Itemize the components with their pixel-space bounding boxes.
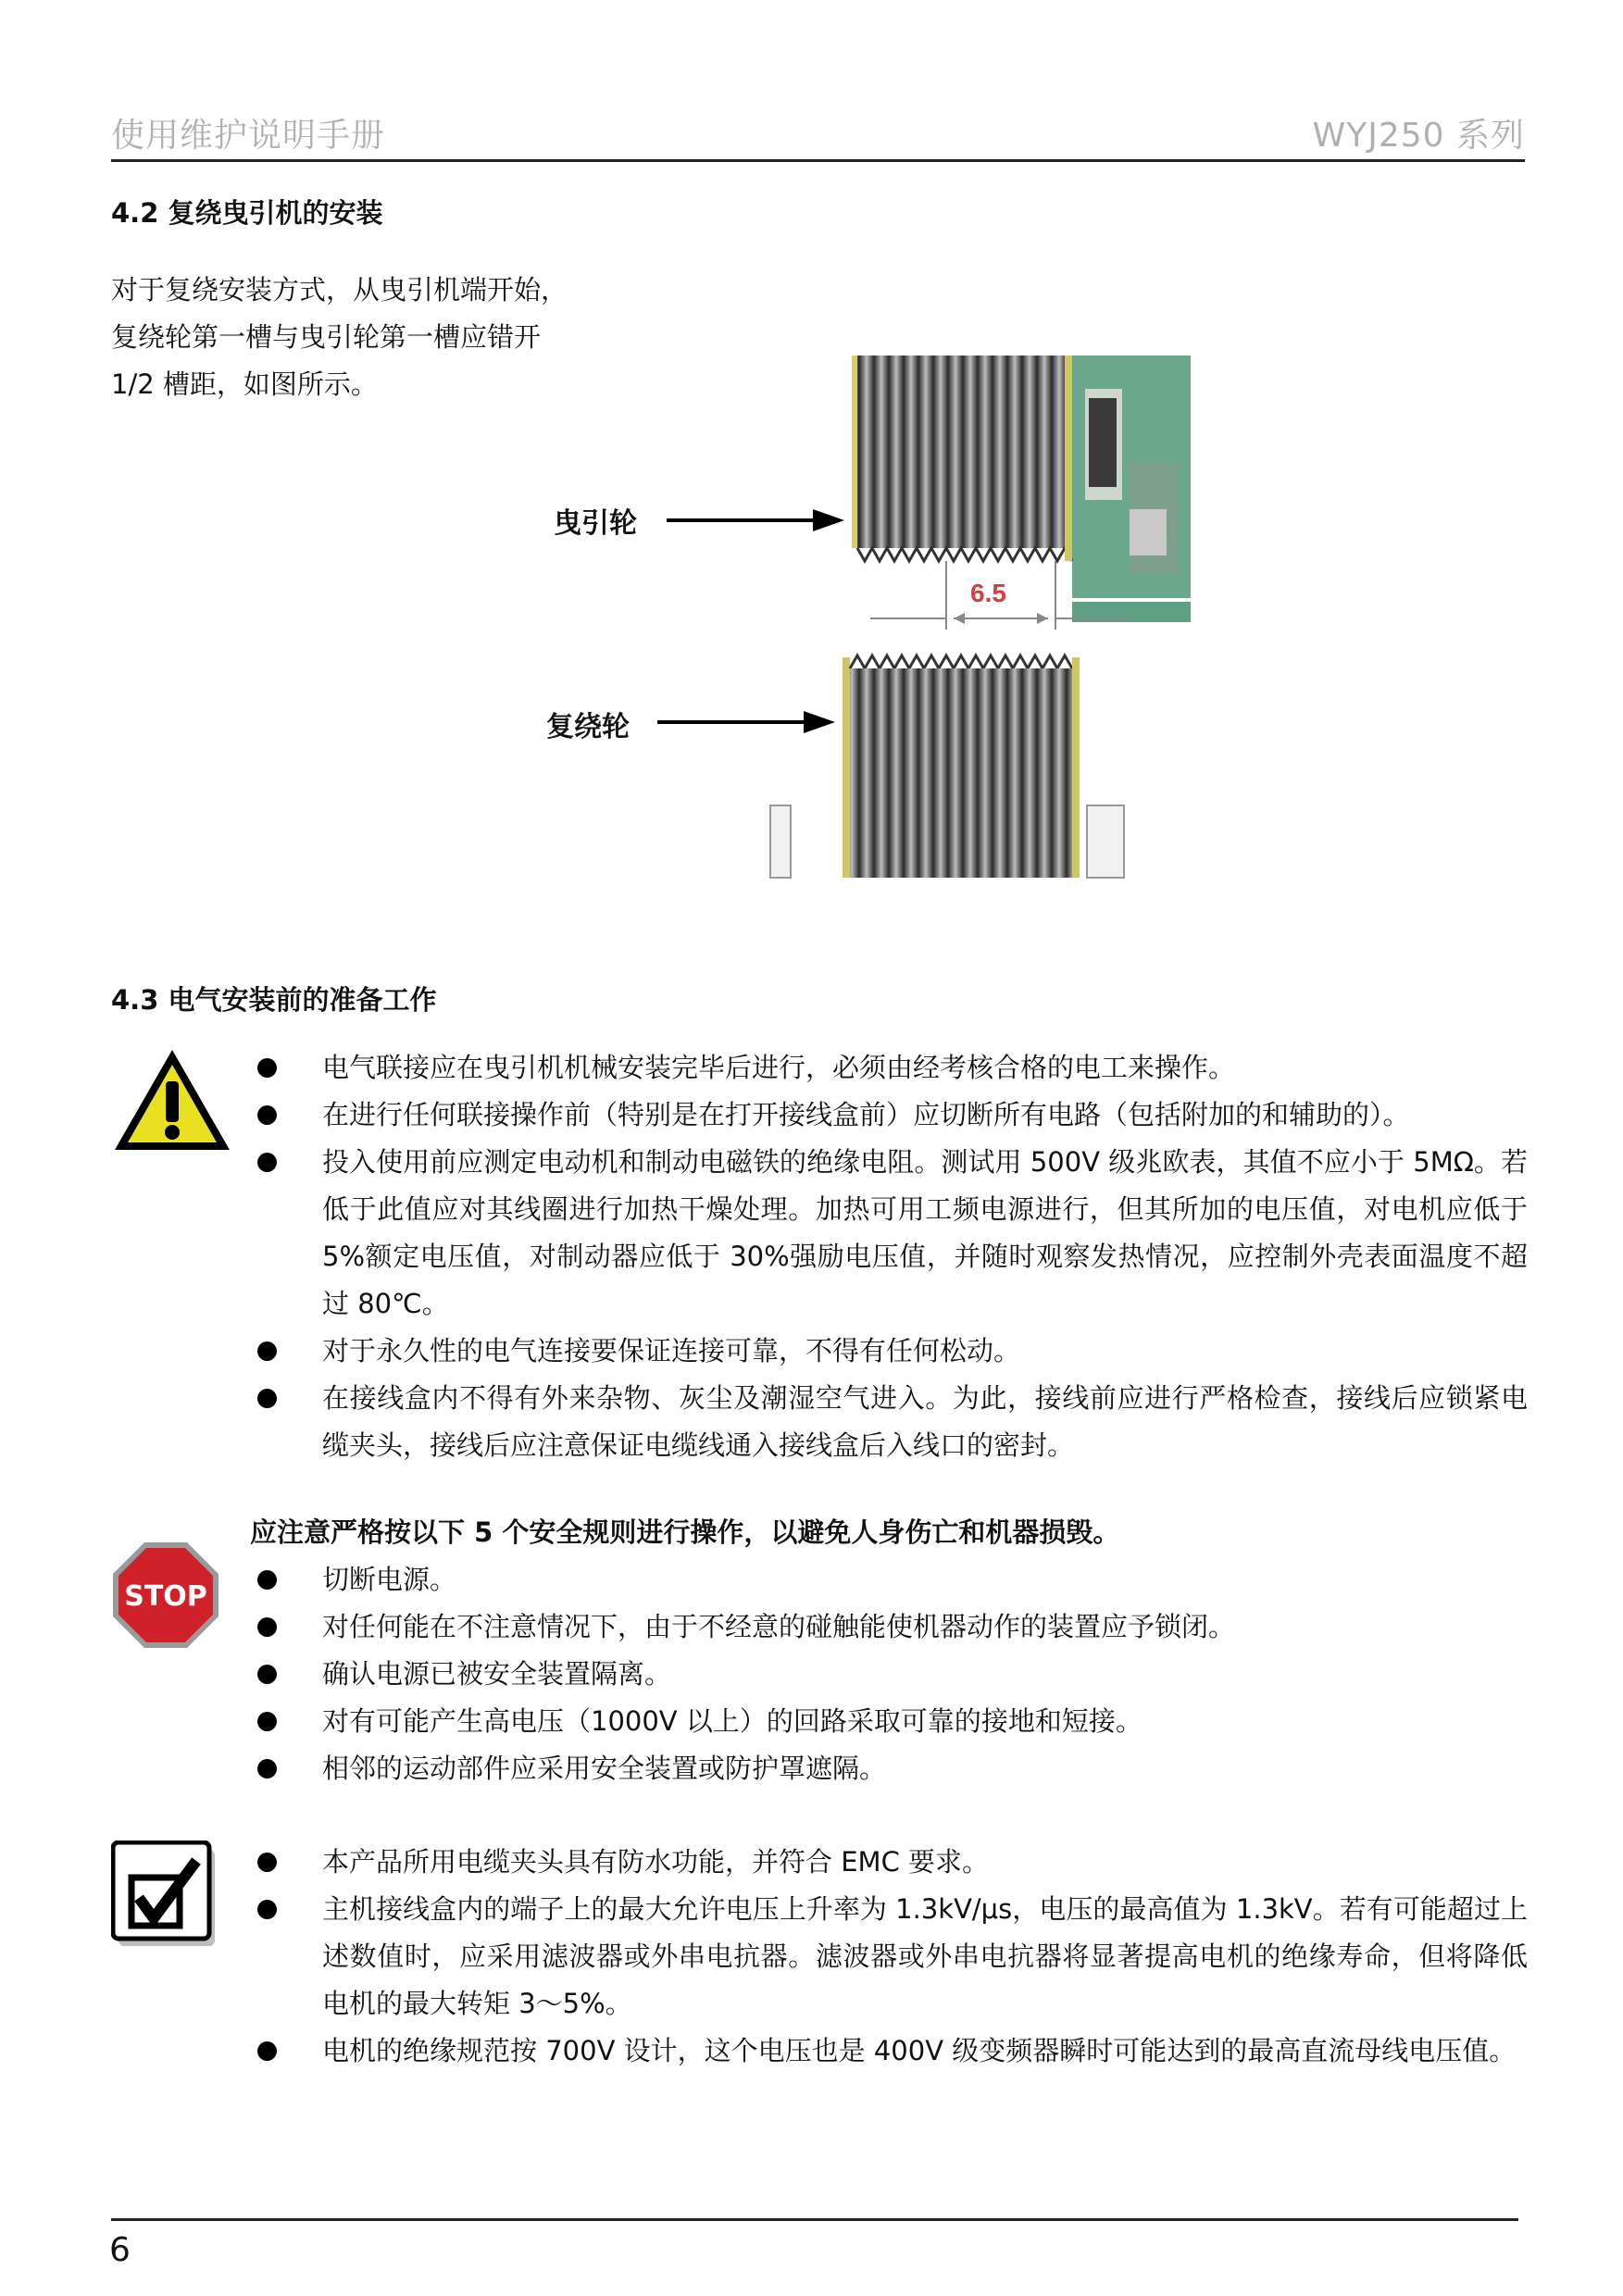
list-item: 相邻的运动部件应采用安全装置或防护罩遮隔。 (250, 1745, 1528, 1792)
header-title: 使用维护说明手册 (111, 117, 386, 155)
dimension-value: 6.5 (970, 579, 1006, 607)
paragraph-line: 复绕轮第一槽与曳引轮第一槽应错开 (111, 321, 542, 353)
footer-divider (111, 2218, 1518, 2221)
label-secondary-sheave: 复绕轮 (546, 711, 630, 743)
paragraph-line: 对于复绕安装方式，从曳引机端开始， (111, 274, 568, 306)
traction-sheave (852, 356, 1072, 561)
list-item: 本产品所用电缆夹头具有防水功能，并符合 EMC 要求。 (250, 1839, 1528, 1886)
arrow-secondary (657, 711, 835, 733)
sheave-figure (518, 352, 1241, 880)
stop-sign-text: STOP (124, 1580, 207, 1613)
list-item: 在接线盒内不得有外来杂物、灰尘及潮湿空气进入。为此，接线前应进行严格检查，接线后应锁紧电缆夹头，接线后应注意保证电缆线通入接线盒后入线口的密封。 (250, 1375, 1528, 1469)
section-4-2-title: 4.2 复绕曳引机的安装 (111, 197, 383, 229)
list-item: 在进行任何联接操作前（特别是在打开接线盒前）应切断所有电路（包括附加的和辅助的）。 (250, 1092, 1528, 1139)
list-item: 切断电源。 (250, 1556, 1528, 1603)
list-item: 电气联接应在曳引机机械安装完毕后进行，必须由经考核合格的电工来操作。 (250, 1044, 1528, 1092)
list-item: 确认电源已被安全装置隔离。 (250, 1651, 1528, 1698)
secondary-sheave (770, 655, 1124, 878)
list-item: 主机接线盒内的端子上的最大允许电压上升率为 1.3kV/μs，电压的最高值为 1.3kV。若有可能超过上述数值时，应采用滤波器或外串电抗器。滤波器或外串电抗器将显著提高电机的绝缘寿命，但将降低电机的最大转矩 3～5%。 (250, 1886, 1528, 2028)
stop-rules (250, 1509, 1528, 1792)
warning-icon (111, 1046, 233, 1155)
stop-rules-lead: 应注意严格按以下 5 个安全规则进行操作，以避免人身伤亡和机器损毁。 (250, 1516, 1120, 1548)
label-traction-sheave: 曳引轮 (554, 507, 637, 540)
page-number: 6 (109, 2231, 131, 2269)
header-divider (111, 159, 1525, 162)
list-item: 对有可能产生高电压（1000V 以上）的回路采取可靠的接地和短接。 (250, 1698, 1528, 1745)
paragraph-line: 1/2 槽距，如图所示。 (111, 368, 378, 400)
section-4-3-title: 4.3 电气安装前的准备工作 (111, 984, 437, 1016)
check-list (250, 1839, 1528, 2075)
traction-machine-body (1072, 356, 1191, 622)
list-item: 电机的绝缘规范按 700V 设计，这个电压也是 400V 级变频器瞬时可能达到的最高直流母线电压值。 (250, 2028, 1528, 2075)
header-series: WYJ250 系列 (1312, 117, 1525, 155)
list-item: 对任何能在不注意情况下，由于不经意的碰触能使机器动作的装置应予锁闭。 (250, 1603, 1528, 1651)
list-item: 对于永久性的电气连接要保证连接可靠，不得有任何松动。 (250, 1328, 1528, 1375)
warning-list (250, 1044, 1528, 1469)
stop-sign-icon (111, 1541, 220, 1650)
arrow-traction (667, 509, 844, 531)
list-item: 投入使用前应测定电动机和制动电磁铁的绝缘电阻。测试用 500V 级兆欧表，其值不应小于 5MΩ。若低于此值应对其线圈进行加热干燥处理。加热可用工频电源进行，但其所加的电压值，对电机应低于 5%额定电压值，对制动器应低于 30%强励电压值，并随时观察发热情况，应控制外壳表面温度不超过 80℃。 (250, 1139, 1528, 1328)
checkbox-check-icon (111, 1841, 218, 1950)
